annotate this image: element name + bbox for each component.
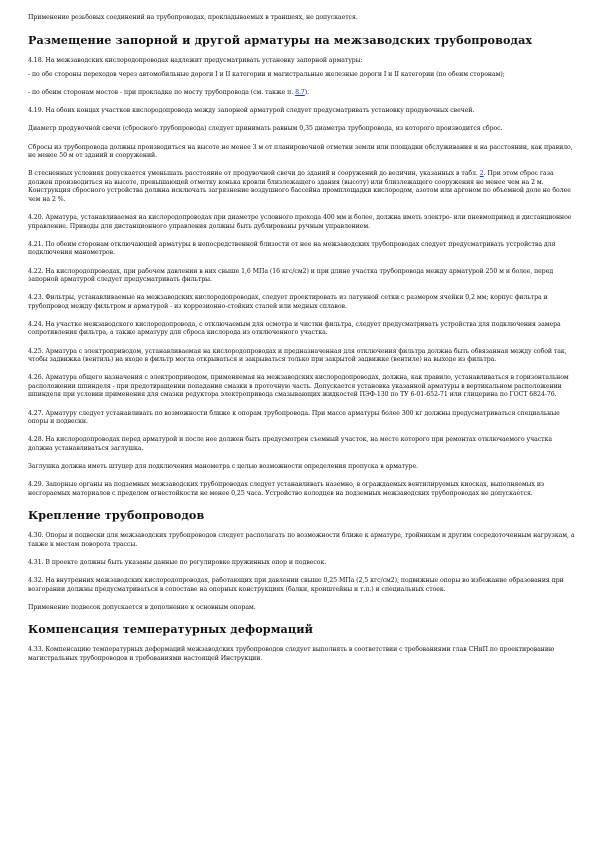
paragraph-4-25: 4.25. Арматура с электроприводом, устанавливаемая на кислородопроводах и предназначенная для отключения фильтра должна быть обвязанная между собой так, чтобы задвижка (вентиль) на входе в фильтр могла открываться и закрываться только при закрытой задвижке (вентиле) на выходе из фильтра.	[28, 347, 567, 364]
paragraph-4-26: 4.26. Арматура общего назначения с электроприводом, применяемая на межзаводских кислородопроводах, должна, как правило, устанавливаться в горизонтальном расположении шпинделя - при предотвращении попадания смазки в проточную часть. Допускается установка указанной арматуры в вертикальном расположении шпинделя при условии применения для смазки редуктора электропривода смазывающих жидкостей ПЭФ-130 по ТУ 6-01-652-71 или глицерина по ГОСТ 6824-76.	[28, 374, 569, 399]
paragraph-bridges	[28, 89, 575, 98]
paragraph-4-20: 4.20. Арматура, устанавливаемая на кислородопроводах при диаметре условного прохода 400 мм и более, должна иметь электро- или пневмопривод и дистанционное управление. Приводы для дистанционного управления должны быть дублированы ручным управлением.	[28, 214, 572, 230]
paragraph-4-22: 4.22. На кислородопроводах, при рабочем давлении в них свыше 1,6 МПа (16 кгс/см2) и при длине участка трубопровода между арматурой 250 м и более, перед запорной арматурой следует предусматривать фильтры.	[28, 267, 554, 284]
paragraph-road-crossings: - по обе стороны переходов через автомобильные дороги I и II категории и магистральные железные дороги I и II категории (по обеим сторонам);	[28, 71, 505, 79]
paragraph-4-21: 4.21. По обеим сторонам отключающей арматуры в непосредственной близости от нее на межзаводских трубопроводах следует предусматривать устройства для подключения манометров.	[28, 240, 556, 257]
paragraph-4-19: 4.19. На обоих концах участков кислородопровода между запорной арматурой следует предусматривать установку продувочных свечей.	[28, 107, 475, 115]
paragraph-4-28: 4.28. На кислородопроводах перед арматурой и после нее должен быть предусмотрен съемный участок, на месте которого при ремонтах отключаемого участка должна устанавливаться заглушка.	[28, 436, 553, 452]
paragraph-bridges-text: - по обеим сторонам мостов - при прокладке по мосту трубопровода (см. также п.	[28, 89, 296, 97]
link-table-2[interactable]: 2	[479, 170, 484, 178]
paragraph-4-27: 4.27. Арматуру следует устанавливать по возможности ближе к опорам трубопровода. При массе арматуры более 300 кг должны предусматриваться специальные опоры и подвески.	[28, 409, 560, 426]
paragraph-4-29: 4.29. Запорные органы на подземных межзаводских трубопроводах следует устанавливать наземно, в ограждаемых вентилируемых киосках, выполняемых из несгораемых материалов с пределом огнестойкости не менее 0,25 часа. Устройство колодцев на подземных межзаводских трубопроводах не допускается.	[28, 481, 545, 497]
paragraph-restricted-text: В стесненных условиях допускается уменьшать расстояние от продувочной свечи до зданий и сооружений до величин, указанных в табл.	[28, 170, 480, 178]
paragraph-purge-diameter: Диаметр продувочной свечи (сбросного трубопровода) следует принимать равным 0,35 диаметра трубопровода, из которого производится сброс.	[28, 125, 503, 133]
paragraph-4-23: 4.23. Фильтры, устанавливаемые на межзаводских кислородопроводах, следует проектировать из латунной сетки с размером ячейки 0,2 мм; корпус фильтра и трубопровод между фильтром и арматурой - из коррозионно-стойких сталей или медных сплавов.	[28, 294, 548, 310]
paragraph-bridges-tail: ).	[304, 89, 310, 97]
paragraph-4-30: 4.30. Опоры и подвески для межзаводских трубопроводов следует располагать по возможности ближе к арматуре, тройникам и другим сосредоточенным нагрузкам, а также к местам поворота трассы.	[28, 532, 575, 548]
paragraph-restricted-conditions	[28, 170, 575, 204]
paragraph-discharge-height: Сбросы из трубопровода должны производиться на высоте не менее 3 м от планировочной отметки земли или площадки обслуживания и на расстоянии, как правило, не менее 50 м от зданий и сооружений.	[28, 143, 573, 160]
paragraph-threaded-connections: Применение резьбовых соединений на трубопроводах, прокладываемых в траншеях, не допускается.	[28, 14, 358, 21]
paragraph-4-18: 4.18. На межзаводских кислородопроводах надлежит предусматривать установку запорной арматуры:	[28, 56, 363, 64]
section-title-compensation: Компенсация температурных деформаций	[28, 622, 314, 637]
section-title-valves: Размещение запорной и другой арматуры на межзаводских трубопроводах	[28, 32, 533, 47]
paragraph-blind-flange: Заглушка должна иметь штуцер для подключения манометра с целью возможности определения пропуска в арматуре.	[28, 462, 418, 470]
paragraph-4-31: 4.31. В проекте должны быть указаны данные по регулировке пружинных опор и подвесок.	[28, 558, 327, 566]
paragraph-4-24: 4.24. На участке межзаводского кислородопровода, с отключаемым для осмотра и чистки фильтра, следует предусматривать устройства для подключения замера сопротивления фильтра, а также арматуру для сброса кислорода из отключенного участка.	[28, 320, 561, 337]
section-title-fastening: Крепление трубопроводов	[28, 508, 205, 523]
paragraph-4-32: 4.32. На внутренних межзаводских кислородопроводах, работающих при давлении свыше 0,25 МПа (2,5 кгс/см2), подвижные опоры во избежание образования при возгорании должны предусматриваться в сопоставе на опорных конструкциях (балки, кронштейны и т.п.) и специальных стоек.	[28, 576, 564, 593]
paragraph-4-33: 4.33. Компенсацию температурных деформаций межзаводских трубопроводов следует выполнять в соответствии с требованиями глав СНиП по проектированию магистральных трубопроводов и требованиями настоящей Инструкции.	[28, 646, 555, 662]
paragraph-restricted-tail: . При этом сброс газа должен производиться на высоте, превышающей отметку конька кровли близлежащего здания (высоту) или близлежащего сооружения не менее чем на 2 м. Конструкция сбросного устройства должна исключать загрязнение воздушного бассейна промплощадки кислородом, азотом или аргоном по объемной доле не более чем на 2 %.	[28, 170, 571, 204]
link-clause-8-7[interactable]: 8.7	[295, 89, 305, 97]
paragraph-hangers: Применение подвесок допускается в дополнение к основным опорам.	[28, 603, 256, 611]
